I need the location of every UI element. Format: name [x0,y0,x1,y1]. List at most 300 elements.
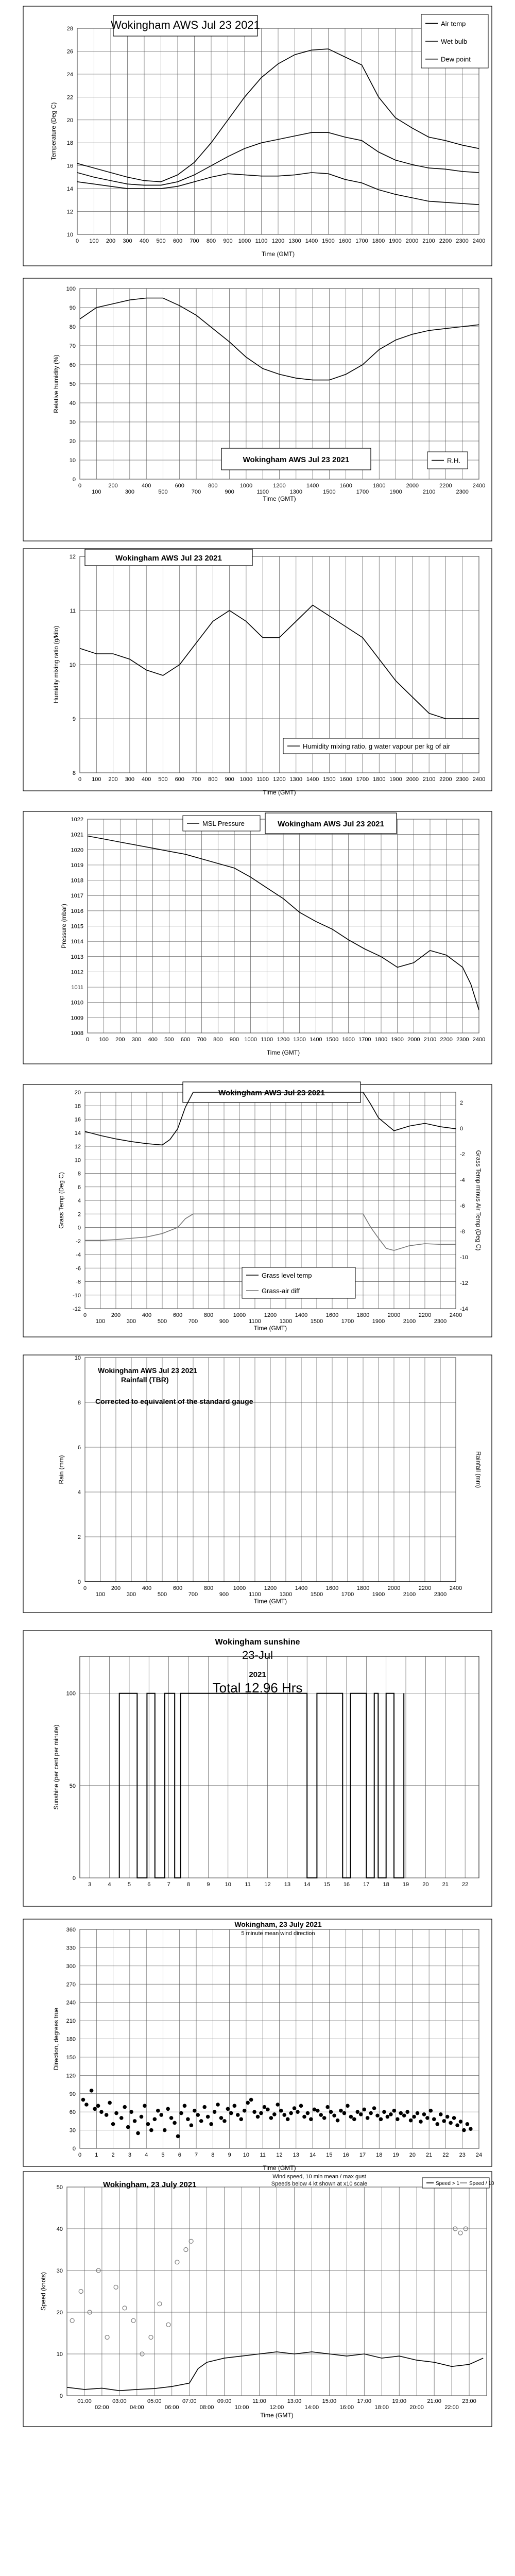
data-point [313,2108,316,2111]
x-tick-label: 10 [225,1882,231,1888]
x-tick-label: 06:00 [164,2404,179,2411]
x-tick-label: 13 [293,2152,299,2158]
y-tick-label: 40 [69,400,76,406]
chart-subtitle-2: Speeds below 4 kt shown at x10 scale [271,2181,368,2187]
x-tick-label: 1600 [342,1037,355,1043]
data-point [419,2120,422,2123]
data-point [180,2111,183,2114]
y-tick-label: 1016 [71,908,83,914]
chart-title: Wokingham sunshine [215,1638,300,1647]
x-tick-label: 12 [276,2152,283,2158]
x-tick-label: 14 [309,2152,316,2158]
data-point [369,2111,372,2114]
data-point [226,2107,229,2110]
y-tick-label: 90 [69,305,76,311]
y2-tick-label: -10 [460,1255,468,1261]
x-tick-label: 300 [125,489,135,495]
x-tick-label: 800 [203,1312,214,1318]
data-point [409,2119,412,2122]
x-tick-label: 1 [95,2152,98,2158]
x-tick-label: 20 [409,2152,416,2158]
x-tick-label: 17:00 [357,2398,372,2404]
chart-total: Total 12.96 Hrs [212,1680,303,1696]
x-tick-label: 2400 [472,776,486,783]
data-point [143,2104,146,2107]
x-tick-label: 700 [188,1591,198,1598]
x-tick-label: 09:00 [217,2398,232,2404]
y-tick-label: 9 [72,716,76,722]
x-tick-label: 1700 [355,238,368,244]
data-point [392,2109,396,2112]
data-point [81,2098,84,2101]
y-axis-label: Pressure (mbar) [60,904,67,948]
y-tick-label: 6 [77,1184,81,1191]
x-tick-label: 1400 [305,238,318,244]
x-tick-label: 2200 [439,776,452,783]
y-axis-label: Direction, degrees true [53,2007,60,2071]
x-axis-label: Time (GMT) [261,250,295,258]
y-tick-label: 4 [77,1489,81,1496]
x-tick-label: 300 [131,1037,142,1043]
x-tick-label: 2000 [387,1312,401,1318]
x-tick-label: 1400 [295,1585,308,1591]
y2-tick-label: -8 [460,1229,465,1235]
x-tick-label: 2400 [472,1037,486,1043]
y-tick-label: 80 [69,324,76,330]
y2-tick-label: -4 [460,1177,465,1183]
x-tick-label: 18 [376,2152,383,2158]
y-tick-label: 1020 [71,847,83,854]
x-tick-label: 500 [164,1037,174,1043]
data-point [123,2106,126,2109]
data-point [108,2101,111,2104]
x-tick-label: 800 [208,776,218,783]
x-tick-label: 1300 [288,238,301,244]
y-tick-label: 1014 [71,939,83,945]
x-tick-label: 1000 [233,1312,246,1318]
x-tick-label: 1900 [391,1037,404,1043]
data-point [466,2123,469,2126]
legend-label: R.H. [447,456,460,465]
x-tick-label: 01:00 [77,2398,92,2404]
x-tick-label: 2200 [418,1312,432,1318]
y2-tick-label: 2 [460,1100,464,1106]
x-tick-label: 100 [95,1591,106,1598]
x-tick-label: 700 [197,1037,207,1043]
x-tick-label: 1000 [239,483,253,489]
x-tick-label: 400 [141,776,151,783]
x-tick-label: 800 [208,483,218,489]
y-tick-label: 0 [72,2146,76,2152]
x-tick-label: 1300 [289,489,303,495]
y-tick-label: 1011 [71,985,83,991]
y-tick-label: 1019 [71,862,83,869]
x-tick-label: 200 [108,776,118,783]
x-tick-label: 200 [111,1312,121,1318]
chart-title: Wokingham, 23 July 2021 [103,2180,197,2189]
y-tick-label: 100 [66,286,76,292]
x-tick-label: 3 [88,1882,92,1888]
x-tick-label: 2000 [407,1037,420,1043]
y-tick-label: 30 [69,419,76,426]
legend-label: Humidity mixing ratio, g water vapour per kg of air [303,742,451,750]
x-tick-label: 2300 [456,489,469,495]
x-tick-label: 02:00 [95,2404,109,2411]
chart-8 [23,1919,492,2172]
x-tick-label: 1100 [261,1037,273,1043]
data-point [186,2117,190,2121]
data-point [442,2120,445,2123]
x-tick-label: 2000 [406,483,419,489]
x-tick-label: 500 [157,1318,167,1325]
y-tick-label: 20 [69,438,76,445]
chart-3 [23,549,492,796]
x-tick-label: 9 [228,2152,231,2158]
data-point [356,2110,359,2113]
data-point [260,2111,263,2114]
x-tick-label: 200 [115,1037,125,1043]
y-tick-label: 270 [66,1981,76,1988]
data-point [150,2128,153,2131]
y-tick-label: -2 [76,1238,81,1245]
y-tick-label: 12 [66,209,73,215]
y2-tick-label: 0 [460,1126,464,1132]
y-tick-label: 2 [77,1534,81,1540]
x-tick-label: 100 [92,776,101,783]
data-point [399,2111,402,2114]
data-point [276,2103,279,2106]
data-point [246,2101,249,2104]
x-tick-label: 600 [175,483,184,489]
y-tick-label: 24 [66,71,73,78]
y-tick-label: 8 [72,770,76,776]
x-tick-label: 2400 [449,1312,462,1318]
x-tick-label: 23 [459,2152,466,2158]
data-point [90,2089,93,2092]
data-point [266,2108,269,2111]
data-point [359,2113,363,2116]
x-tick-label: 2200 [418,1585,432,1591]
x-tick-label: 5 [127,1882,131,1888]
x-tick-label: 7 [194,2152,198,2158]
y-tick-label: 1010 [71,999,83,1006]
y-tick-label: 180 [66,2036,76,2043]
x-tick-label: 4 [145,2152,148,2158]
x-tick-label: 400 [142,1312,152,1318]
x-tick-label: 1200 [277,1037,290,1043]
x-tick-label: 2000 [387,1585,401,1591]
data-point [376,2114,379,2117]
chart-year: 2021 [249,1670,266,1679]
chart-2 [23,278,492,541]
y-tick-label: 30 [69,2127,76,2134]
data-point [176,2134,179,2138]
y-axis-label: Humidity mixing ratio (g/kilo) [53,625,60,704]
x-tick-label: 24 [475,2152,483,2158]
data-point [160,2113,163,2116]
legend-label: Grass level temp [262,1272,312,1279]
y-tick-label: 10 [66,232,73,238]
y-tick-label: 8 [77,1171,81,1177]
data-point [173,2121,176,2124]
data-point [310,2117,313,2121]
x-tick-label: 1400 [306,483,319,489]
chart-subtitle: 23-Jul [242,1649,273,1662]
data-point [213,2110,216,2113]
x-tick-label: 1400 [306,776,319,783]
data-point [289,2111,293,2114]
legend [422,2178,494,2188]
x-tick-label: 1700 [341,1591,354,1598]
x-tick-label: 6 [147,1882,151,1888]
data-point [136,2131,140,2134]
x-tick-label: 17 [359,2152,366,2158]
y2-axis-label: Rainfall (mm) [475,1451,482,1488]
y-tick-label: 1015 [71,923,83,930]
x-tick-label: 2000 [406,776,419,783]
y-tick-label: 360 [66,1927,76,1933]
x-tick-label: 700 [191,776,201,783]
data-point [329,2110,332,2113]
y-axis-label: Rain (mm) [58,1455,65,1484]
x-tick-label: 300 [126,1318,136,1325]
y-tick-label: 14 [66,186,73,193]
x-tick-label: 1600 [325,1312,339,1318]
x-tick-label: 21 [442,1882,449,1888]
data-point [85,2103,88,2106]
data-point [366,2116,369,2120]
y-tick-label: 50 [69,1783,76,1789]
x-tick-label: 7 [167,1882,170,1888]
y-axis-label: Relative humidity (%) [53,354,60,413]
y-tick-label: 30 [56,2268,63,2274]
data-point [223,2120,226,2123]
data-point [140,2115,143,2118]
data-point [163,2128,166,2131]
x-tick-label: 900 [219,1318,229,1325]
x-tick-label: 2200 [440,1037,453,1043]
x-tick-label: 900 [225,776,234,783]
data-point [196,2113,199,2116]
x-tick-label: 2 [111,2152,115,2158]
y-tick-label: 18 [66,140,73,147]
x-tick-label: 1200 [273,483,286,489]
x-tick-label: 14 [304,1882,311,1888]
x-tick-label: 20:00 [409,2404,424,2411]
y-tick-label: 1013 [71,954,83,960]
x-tick-label: 400 [141,483,151,489]
data-point [166,2107,169,2110]
x-tick-label: 700 [188,1318,198,1325]
data-point [456,2124,459,2127]
data-point [436,2123,439,2126]
legend-label: Speed / 10 [469,2181,494,2187]
x-tick-label: 800 [213,1037,223,1043]
chart-title: Wokingham AWS Jul 23 2021 [278,820,384,828]
y-tick-label: 10 [56,2351,63,2358]
x-tick-label: 1100 [256,489,269,495]
x-tick-label: 19:00 [392,2398,406,2404]
x-tick-label: 05:00 [147,2398,162,2404]
x-tick-label: 1200 [264,1585,277,1591]
y-tick-label: -8 [76,1279,81,1285]
chart-title: Wokingham AWS Jul 23 2021 [218,1089,325,1097]
x-tick-label: 2400 [472,483,486,489]
y-tick-label: 10 [69,457,76,464]
x-tick-label: 1700 [356,489,369,495]
x-tick-label: 2300 [434,1318,447,1325]
x-tick-label: 3 [128,2152,131,2158]
y-tick-label: 16 [66,163,73,170]
x-tick-label: 300 [125,776,135,783]
x-tick-label: 100 [95,1318,106,1325]
x-tick-label: 1900 [372,1591,385,1598]
x-tick-label: 1800 [373,776,386,783]
x-tick-label: 1000 [233,1585,246,1591]
data-point [253,2110,256,2113]
y-tick-label: 1021 [71,832,83,838]
y-tick-label: 6 [77,1445,81,1451]
y-tick-label: 1022 [71,817,83,823]
x-tick-label: 900 [225,489,234,495]
y-tick-label: -6 [76,1265,81,1272]
data-point [130,2110,133,2113]
data-point [342,2111,346,2114]
x-tick-label: 1700 [358,1037,371,1043]
data-point [203,2106,206,2109]
data-point [439,2113,442,2116]
y-tick-label: 2 [77,1211,81,1218]
chart-9 [23,2172,494,2427]
x-axis-label: Time (GMT) [266,1049,300,1056]
x-tick-label: 13 [284,1882,290,1888]
data-point [269,2116,272,2120]
x-axis-label: Time (GMT) [260,2412,294,2419]
x-tick-label: 100 [92,489,101,495]
y-tick-label: 18 [74,1103,81,1110]
x-tick-label: 1800 [372,238,385,244]
y-tick-label: 1018 [71,877,83,884]
x-tick-label: 600 [180,1037,191,1043]
data-point [459,2120,462,2123]
x-tick-label: 0 [83,1585,87,1591]
data-point [293,2107,296,2110]
data-point [280,2109,283,2112]
data-point [402,2114,405,2117]
x-tick-label: 1300 [293,1037,306,1043]
x-tick-label: 100 [89,238,99,244]
data-point [157,2109,160,2112]
y-tick-label: 70 [69,343,76,349]
y2-tick-label: -14 [460,1306,468,1312]
x-tick-label: 2300 [456,776,469,783]
data-point [386,2115,389,2118]
x-tick-label: 1800 [373,483,386,489]
data-point [200,2120,203,2123]
data-point [100,2110,103,2113]
data-point [239,2117,243,2121]
x-tick-label: 10:00 [234,2404,249,2411]
x-tick-label: 21 [426,2152,433,2158]
x-tick-label: 1500 [322,238,335,244]
data-point [256,2115,259,2118]
x-tick-label: 600 [173,1585,183,1591]
x-tick-label: 600 [173,1312,183,1318]
chart-title: Wokingham AWS Jul 23 2021 [98,1366,197,1375]
legend-label: MSL Pressure [202,820,245,827]
x-tick-label: 19 [402,1882,409,1888]
data-point [316,2109,319,2112]
chart-1 [23,6,492,266]
data-point [210,2123,213,2126]
chart-subtitle: 5 minute mean wind direction [241,1930,315,1937]
chart-title: Wokingham AWS Jul 23 2021 [243,455,350,464]
x-tick-label: 1300 [279,1318,293,1325]
data-point [216,2103,219,2106]
y-tick-label: 12 [74,1144,81,1150]
y-tick-label: 50 [56,2184,63,2191]
chart-subtitle: Wind speed, 10 min mean / max gust [272,2174,366,2180]
x-tick-label: 07:00 [182,2398,197,2404]
x-tick-label: 0 [85,1037,90,1043]
y-tick-label: 12 [69,554,76,560]
y-tick-label: 210 [66,2018,76,2025]
x-tick-label: 23:00 [462,2398,476,2404]
x-tick-label: 2300 [456,1037,469,1043]
data-point [219,2116,222,2120]
x-tick-label: 900 [223,238,233,244]
x-tick-label: 0 [75,238,79,244]
data-point [363,2108,366,2111]
y-tick-label: 0 [77,1225,81,1231]
x-tick-label: 15 [323,1882,330,1888]
y-tick-label: 300 [66,1963,76,1970]
y-tick-label: 10 [69,662,76,668]
data-point [339,2109,342,2112]
data-point [445,2115,449,2118]
y-tick-label: 330 [66,1945,76,1952]
x-tick-label: 16 [342,2152,349,2158]
y-tick-label: 20 [74,1090,81,1096]
legend-label: Air temp [441,20,466,28]
legend-label: Wet bulb [441,38,468,45]
x-tick-label: 1400 [310,1037,322,1043]
y-tick-label: 120 [66,2073,76,2079]
x-tick-label: 19 [392,2152,399,2158]
data-point [183,2104,186,2107]
x-tick-label: 1700 [341,1318,354,1325]
chart-6 [23,1355,492,1613]
x-tick-label: 1500 [310,1318,323,1325]
legend-label: Dew point [441,55,471,63]
x-tick-label: 11 [260,2152,266,2158]
x-axis-label: Time (GMT) [263,495,296,502]
x-tick-label: 11:00 [252,2398,266,2404]
x-axis-label: Time (GMT) [253,1598,287,1605]
data-point [120,2116,123,2120]
x-tick-label: 300 [126,1591,136,1598]
data-point [299,2104,302,2107]
x-tick-label: 2400 [449,1585,462,1591]
y-tick-label: 1017 [71,893,83,900]
x-tick-label: 1500 [323,489,336,495]
x-tick-label: 400 [139,238,149,244]
data-point [353,2117,356,2121]
x-tick-label: 11 [245,1882,251,1888]
x-tick-label: 0 [78,2152,82,2158]
x-tick-label: 1100 [249,1318,261,1325]
x-tick-label: 15 [326,2152,333,2158]
